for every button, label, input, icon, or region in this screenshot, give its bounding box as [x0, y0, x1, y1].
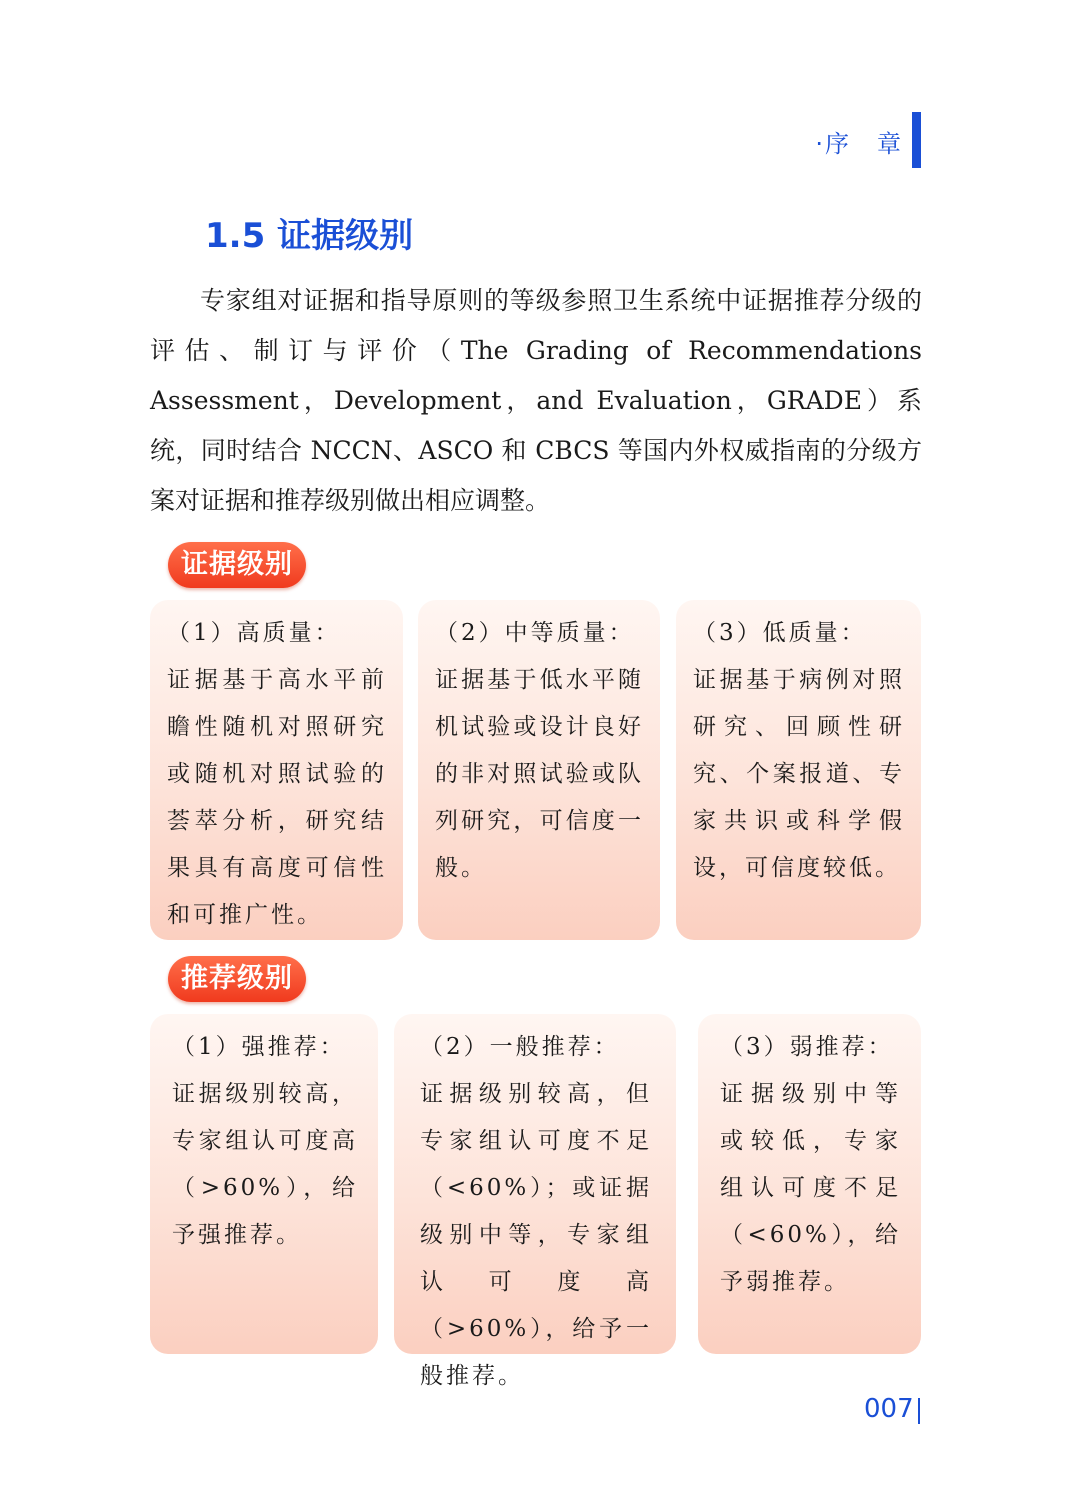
page-number-bar: [918, 1398, 920, 1424]
recommendation-card-weak: [698, 1014, 921, 1354]
card-body: 证据级别中等或较低，专家组认可度不足（<60%），给予弱推荐。: [720, 1081, 901, 1295]
card-body: 证据级别较高，但专家组认可度不足（<60%）；或证据级别中等，专家组认可度高（>60%），给予一般推荐。: [420, 1081, 652, 1389]
card-title: （2）中等质量：: [435, 620, 635, 646]
running-head-bar: [912, 112, 921, 168]
card-title: （2）一般推荐：: [420, 1034, 620, 1060]
recommendation-card-general: [394, 1014, 676, 1389]
page-number: 007: [864, 1394, 914, 1424]
intro-paragraph: 专家组对证据和指导原则的等级参照卫生系统中证据推荐分级的评估、制订与评价（The Grading of Recommendations Assessment，Development，and Evaluation，GRADE）系统，同时结合 NCCN、ASCO 和 CBCS 等国内外权威指南的分级方案对证据和推荐级别做出相应调整。: [150, 286, 922, 515]
card-body: 证据基于高水平前瞻性随机对照研究或随机对照试验的荟萃分析，研究结果具有高度可信性和可推广性。: [167, 667, 387, 928]
card-body: 证据基于低水平随机试验或设计良好的非对照试验或队列研究，可信度一般。: [435, 667, 644, 881]
card-body: 证据级别较高，专家组认可度高（>60%），给予强推荐。: [172, 1081, 358, 1248]
evidence-card-moderate: [418, 600, 660, 940]
recommendation-level-badge: 推荐级别: [168, 956, 306, 1002]
card-title: （1）强推荐：: [172, 1034, 346, 1060]
evidence-card-low: [676, 600, 921, 940]
card-title: （1）高质量：: [167, 620, 341, 646]
section-title: 1.5 证据级别: [205, 216, 414, 256]
recommendation-card-strong: [150, 1014, 378, 1354]
evidence-card-high: [150, 600, 403, 940]
running-head: ·序 章: [815, 130, 903, 158]
evidence-level-badge: 证据级别: [168, 542, 306, 588]
card-title: （3）弱推荐：: [720, 1034, 894, 1060]
card-body: 证据基于病例对照研究、回顾性研究、个案报道、专家共识或科学假设，可信度较低。: [693, 667, 905, 881]
card-title: （3）低质量：: [693, 620, 867, 646]
